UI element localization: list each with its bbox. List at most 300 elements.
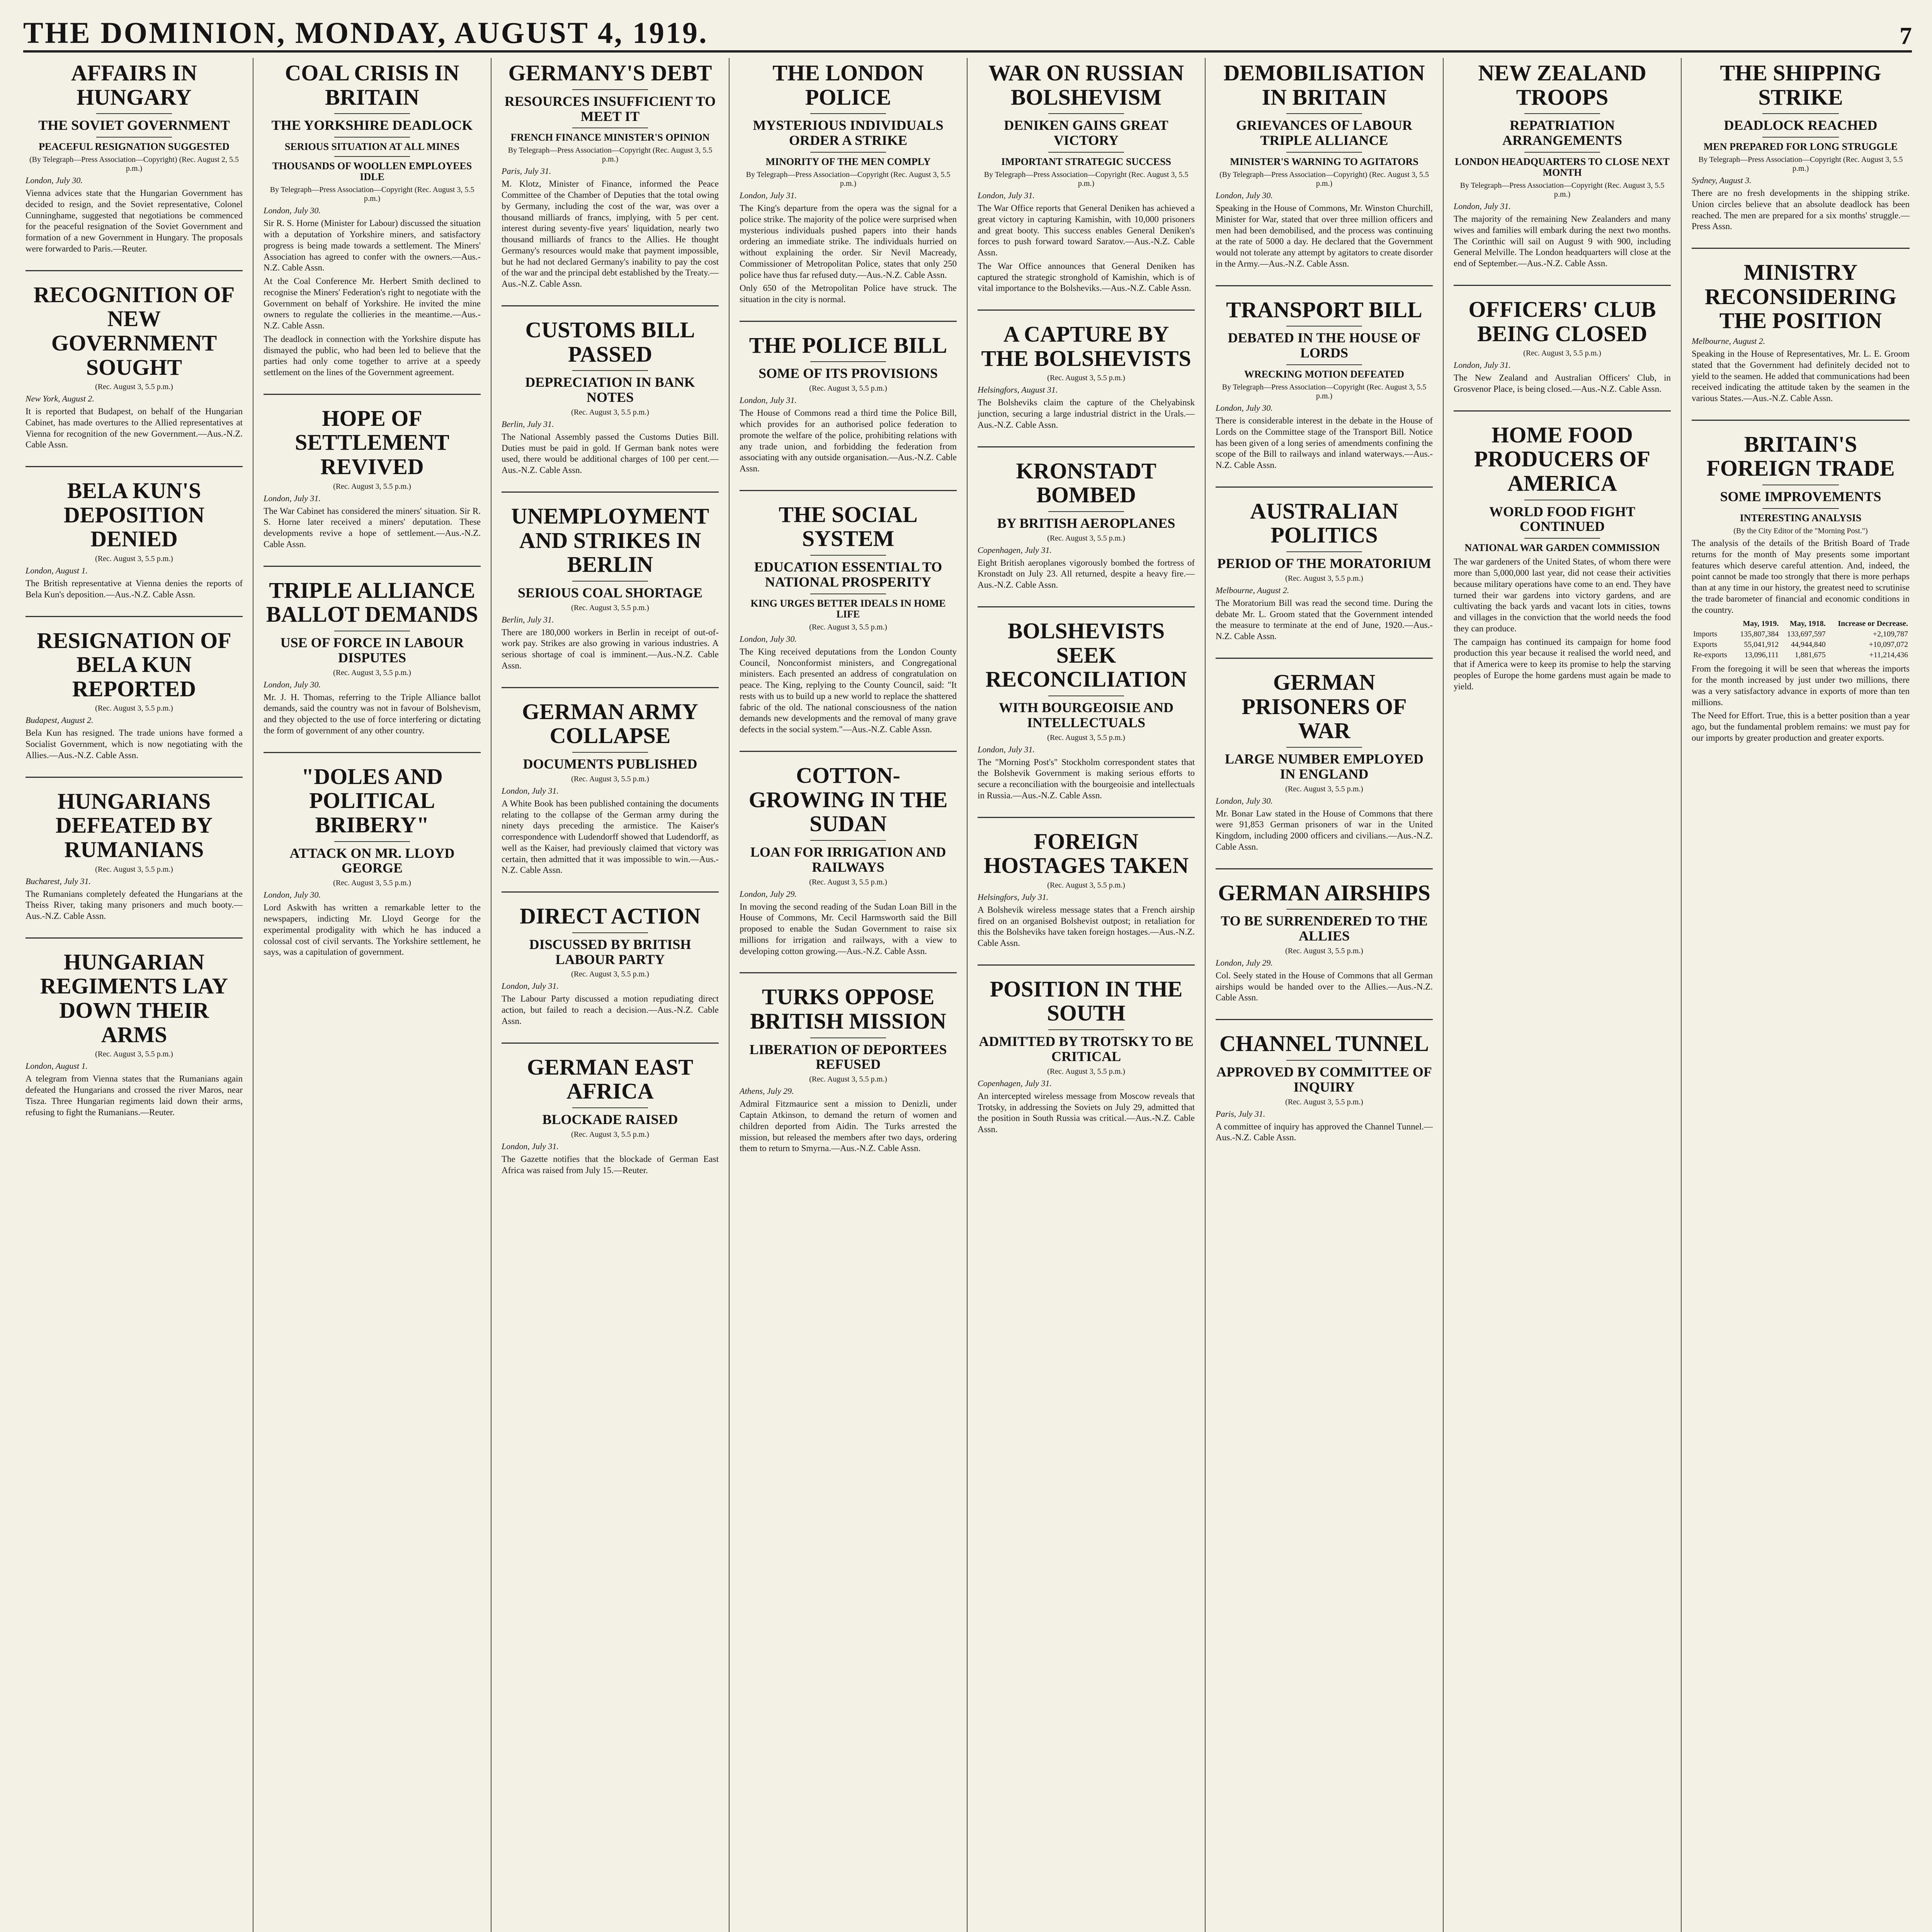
body-paragraph: At the Coal Conference Mr. Herbert Smith declined to recognise the Miners' Federation's right to negotiate with the Government on behalf of Yorkshire. He invited the mine owners to regulate the collieries in the meantime.—Aus.-N.Z. Cable Assn. — [264, 276, 481, 331]
headline: RESIGNATION OF BELA KUN REPORTED — [37, 628, 231, 701]
table-cell: +11,214,436 — [1869, 651, 1908, 660]
article — [1216, 285, 1433, 471]
article — [26, 61, 243, 255]
headline-rule — [1762, 508, 1838, 509]
page-number: 7 — [1900, 22, 1912, 49]
headline: TURKS OPPOSE BRITISH MISSION — [750, 984, 946, 1034]
column-3 — [492, 58, 730, 1932]
article — [1454, 61, 1671, 269]
source-line: (Rec. August 3, 5.5 p.m.) — [333, 879, 411, 888]
article — [264, 61, 481, 378]
dateline: London, July 31. — [502, 981, 559, 991]
headline-rule — [1286, 326, 1362, 327]
article — [26, 777, 243, 922]
article — [26, 466, 243, 600]
dateline: London, July 31. — [502, 1141, 559, 1151]
headline: UNEMPLOYMENT AND STRIKES IN BERLIN — [511, 503, 709, 577]
source-line: (Rec. August 3, 5.5 p.m.) — [571, 970, 649, 979]
table-cell: 135,807,384 — [1740, 630, 1779, 639]
source-line: (Rec. August 3, 5.5 p.m.) — [1047, 1067, 1125, 1076]
subheadline: THOUSANDS OF WOOLLEN EMPLOYEES IDLE — [272, 160, 472, 183]
headline: GERMANY'S DEBT — [508, 60, 712, 85]
source-line: By Telegraph—Press Association—Copyright (Rec. August 3, 5.5 p.m.) — [746, 170, 951, 188]
body-paragraph: Admiral Fitzmaurice sent a mission to Denizli, under Captain Atkinson, to demand the return of women and children deported from Aidin. The Turks arrested the mission, but released the members after two days, ordering them to return to Smyrna.—Aus.-N.Z. Cable Assn. — [740, 1099, 957, 1153]
article — [502, 1043, 719, 1176]
body-paragraph: From the foregoing it will be seen that whereas the imports for the month increased by just under two millions, there was a very satisfactory advance in exports of more than ten millions. — [1692, 664, 1910, 707]
headline-rule — [96, 113, 172, 114]
subheadline: IMPORTANT STRATEGIC SUCCESS — [1001, 156, 1171, 167]
article — [740, 321, 957, 474]
headline: RECOGNITION OF NEW GOVERNMENT SOUGHT — [33, 282, 235, 380]
headline-rule — [1762, 137, 1838, 138]
body-paragraph: It is reported that Budapest, on behalf of the Hungarian Cabinet, has made overtures to the Allied representatives at Vienna for recognition of the new Government.—Aus.-N.Z. Cable Assn. — [26, 406, 243, 450]
headline: THE SHIPPING STRIKE — [1720, 60, 1881, 110]
source-line: (By the City Editor of the "Morning Post.") — [1733, 527, 1868, 536]
source-line: (By Telegraph—Press Association—Copyright) (Rec. August 2, 5.5 p.m.) — [29, 155, 239, 173]
headline-rule — [1762, 113, 1838, 114]
dateline: London, July 30. — [740, 634, 797, 644]
article — [1216, 1019, 1433, 1143]
headline: DEMOBILISATION IN BRITAIN — [1223, 60, 1425, 110]
dateline: Sydney, August 3. — [1692, 175, 1752, 185]
headline-rule — [572, 370, 648, 371]
subheadline: FRENCH FINANCE MINISTER'S OPINION — [510, 132, 710, 143]
source-line: By Telegraph—Press Association—Copyright (Rec. August 3, 5.5 p.m.) — [1460, 181, 1665, 199]
body-paragraph: The King's departure from the opera was the signal for a police strike. The majority of the police were surprised when mysterious individuals pushed papers into their hands ordering an immediate strike. The individuals hurried on without explaining the order. Sir Nevil Macready, Commissioner of Metropolitan Police, states that only 250 police have thus far refused duty.—Aus.-N.Z. Cable Assn. — [740, 203, 957, 280]
body-paragraph: Mr. J. H. Thomas, referring to the Triple Alliance ballot demands, said the country was not in favour of Bolshevism, and they objected to the use of force interfering or dictating the form of government of any other country. — [264, 692, 481, 735]
body-paragraph: Only 650 of the Metropolitan Police have struck. The situation in the city is normal. — [740, 283, 957, 304]
trade-table — [1692, 619, 1910, 660]
subheadline: DISCUSSED BY BRITISH LABOUR PARTY — [529, 936, 691, 967]
subheadline: INTERESTING ANALYSIS — [1740, 512, 1862, 524]
subheadline: WITH BOURGEOISIE AND INTELLECTUALS — [998, 699, 1174, 730]
headline: AFFAIRS IN HUNGARY — [71, 60, 197, 110]
source-line: (Rec. August 3, 5.5 p.m.) — [1047, 374, 1125, 383]
body-paragraph: Speaking in the House of Representatives, Mr. L. E. Groom stated that the Government had definitely decided not to yield to the seamen. He added that communications had been received indicating the attitude taken by the seamen in the various States.—Aus.-N.Z. Cable Assn. — [1692, 349, 1910, 403]
headline: THE SOCIAL SYSTEM — [779, 502, 918, 551]
dateline: London, July 30. — [1216, 796, 1273, 806]
source-line: (Rec. August 3, 5.5 p.m.) — [1285, 946, 1363, 955]
article — [502, 492, 719, 672]
source-line: By Telegraph—Press Association—Copyright (Rec. August 3, 5.5 p.m.) — [1222, 383, 1427, 401]
table-cell: 133,697,597 — [1787, 630, 1826, 639]
dateline: Paris, July 31. — [1216, 1109, 1265, 1119]
headline-rule — [1048, 152, 1124, 153]
source-line: (Rec. August 3, 5.5 p.m.) — [1047, 733, 1125, 742]
table-row — [1692, 639, 1910, 650]
source-line: (Rec. August 3, 5.5 p.m.) — [571, 408, 649, 417]
dateline: London, July 31. — [740, 190, 797, 201]
dateline: London, July 31. — [264, 493, 321, 503]
body-paragraph: The "Morning Post's" Stockholm correspondent states that the Bolshevik Government is making serious efforts to secure a reconciliation with the bourgeoisie and intellectuals in Russia.—Aus.-N.Z. Cable Assn. — [978, 757, 1195, 800]
dateline: New York, August 2. — [26, 394, 94, 404]
dateline: London, August 1. — [26, 566, 88, 576]
column-8 — [1682, 58, 1920, 1932]
dateline: London, July 31. — [1454, 201, 1511, 211]
body-paragraph: The majority of the remaining New Zealanders and many wives and families will embark during the next two months. The Corinthic will sail on August 9 with 900, including General Melville. The London headquarters will close at the end of September.—Aus.-N.Z. Cable Assn. — [1454, 214, 1671, 269]
body-paragraph: Speaking in the House of Commons, Mr. Winston Churchill, Minister for War, stated that over three million officers and men had been demobilised, and the process was continuing at the rate of 5000 a day. He declared that the Government would not tolerate any attempt by agitators to create disorder in the Army.—Aus.-N.Z. Cable Assn. — [1216, 203, 1433, 269]
article — [978, 310, 1195, 431]
headline-rule — [572, 1107, 648, 1108]
headline-rule — [1524, 152, 1600, 153]
column-2 — [253, 58, 492, 1932]
table-cell: 13,096,111 — [1744, 651, 1779, 660]
dateline: Helsingfors, August 31. — [978, 385, 1058, 395]
dateline: Budapest, August 2. — [26, 715, 94, 725]
table-row — [1692, 650, 1910, 660]
subheadline: DENIKEN GAINS GREAT VICTORY — [1004, 117, 1168, 148]
article — [502, 687, 719, 876]
source-line: (Rec. August 3, 5.5 p.m.) — [1285, 574, 1363, 583]
headline-rule — [96, 137, 172, 138]
subheadline: BLOCKADE RAISED — [542, 1111, 678, 1127]
headline-rule — [810, 555, 886, 556]
article — [978, 964, 1195, 1135]
article — [978, 606, 1195, 801]
article — [502, 305, 719, 476]
dateline: Copenhagen, July 31. — [978, 1078, 1052, 1088]
headline-rule — [572, 581, 648, 582]
body-paragraph: Col. Seely stated in the House of Commons that all German airships would be handed over to the Allies.—Aus.-N.Z. Cable Assn. — [1216, 970, 1433, 1003]
article — [1692, 248, 1910, 404]
source-line: By Telegraph—Press Association—Copyright (Rec. August 3, 5.5 p.m.) — [1698, 155, 1903, 173]
headline: TRANSPORT BILL — [1226, 297, 1422, 322]
headline-rule — [1286, 113, 1362, 114]
headline: WAR ON RUSSIAN BOLSHEVISM — [988, 60, 1184, 110]
dateline: London, August 1. — [26, 1061, 88, 1071]
body-paragraph: The House of Commons read a third time the Police Bill, which provides for an authorised police federation to promote the welfare of the police, prohibiting relations with any trade union, and forbidding the federation from associating with any outside organisation.—Aus.-N.Z. Cable Assn. — [740, 408, 957, 474]
body-paragraph: Bela Kun has resigned. The trade unions have formed a Socialist Government, which is now negotiating with the Allies.—Aus.-N.Z. Cable Assn. — [26, 728, 243, 760]
dateline: London, July 31. — [740, 395, 797, 405]
article — [1216, 658, 1433, 853]
subheadline: APPROVED BY COMMITTEE OF INQUIRY — [1216, 1064, 1432, 1095]
subheadline: ATTACK ON MR. LLOYD GEORGE — [289, 845, 455, 876]
subheadline: GRIEVANCES OF LABOUR TRIPLE ALLIANCE — [1236, 117, 1413, 148]
headline-rule — [334, 841, 410, 842]
subheadline: DEADLOCK REACHED — [1724, 117, 1878, 133]
body-paragraph: There are no fresh developments in the shipping strike. Union circles believe that an absolute deadlock has been reached. The men are prepared for a six months' struggle.—Press Assn. — [1692, 188, 1910, 231]
dateline: Paris, July 31. — [502, 166, 551, 176]
article — [978, 446, 1195, 591]
headline-rule — [810, 113, 886, 114]
column-7 — [1444, 58, 1682, 1932]
subheadline: PEACEFUL RESIGNATION SUGGESTED — [39, 141, 230, 153]
body-paragraph: A Bolshevik wireless message states that a French airship fired on an organised Bolshevist outpost; in retaliation for this the Bolsheviks have taken foreign hostages.—Aus.-N.Z. Cable Assn. — [978, 905, 1195, 948]
subheadline: MINISTER'S WARNING TO AGITATORS — [1230, 156, 1418, 167]
subheadline: EDUCATION ESSENTIAL TO NATIONAL PROSPERITY — [754, 559, 942, 590]
headline: AUSTRALIAN POLITICS — [1250, 498, 1398, 548]
subheadline: WRECKING MOTION DEFEATED — [1244, 368, 1405, 380]
headline: GERMAN PRISONERS OF WAR — [1242, 669, 1407, 743]
dateline: London, July 30. — [264, 679, 321, 689]
headline-rule — [1286, 1060, 1362, 1061]
dateline: London, July 31. — [1454, 360, 1511, 370]
body-paragraph: Mr. Bonar Law stated in the House of Commons that there were 91,853 German prisoners of war in the United Kingdom, including 2000 officers and civilians.—Aus.-N.Z. Cable Assn. — [1216, 808, 1433, 852]
headline: A CAPTURE BY THE BOLSHEVISTS — [981, 321, 1191, 371]
source-line: (Rec. August 3, 5.5 p.m.) — [1047, 534, 1125, 543]
headline-rule — [572, 89, 648, 90]
headline: COTTON-GROWING IN THE SUDAN — [748, 762, 948, 837]
headline-rule — [334, 156, 410, 157]
article — [264, 752, 481, 958]
table-cell: 1,881,675 — [1794, 651, 1826, 660]
body-paragraph: Lord Askwith has written a remarkable letter to the newspapers, indicting Mr. Lloyd George for the experimental prodigality with which he has induced a colossal cost of civil servants. The Yorkshire settlement, he says, was a capitulation of government. — [264, 903, 481, 957]
body-paragraph: The War Office announces that General Deniken has captured the strategic stronghold of Kamishin, which is of vital importance to the Bolsheviks.—Aus.-N.Z. Cable Assn. — [978, 261, 1195, 293]
body-paragraph: The War Office reports that General Deniken has achieved a great victory in capturing Kamishin, with 10,000 prisoners and great booty. This success enables General Deniken's forces to push forward toward Saratov.—Aus.-N.Z. Cable Assn. — [978, 203, 1195, 258]
article — [740, 972, 957, 1154]
body-paragraph: A committee of inquiry has approved the Channel Tunnel.—Aus.-N.Z. Cable Assn. — [1216, 1121, 1433, 1143]
dateline: Melbourne, August 2. — [1692, 336, 1765, 346]
subheadline: SERIOUS COAL SHORTAGE — [517, 585, 703, 600]
headline: OFFICERS' CLUB BEING CLOSED — [1468, 296, 1656, 346]
column-1 — [15, 58, 253, 1932]
article — [1216, 486, 1433, 642]
table-cell: 55,041,912 — [1744, 640, 1779, 649]
source-line: (Rec. August 3, 5.5 p.m.) — [1285, 1097, 1363, 1106]
subheadline: DEBATED IN THE HOUSE OF LORDS — [1228, 330, 1421, 361]
subheadline: KING URGES BETTER IDEALS IN HOME LIFE — [750, 597, 946, 620]
dateline: Bucharest, July 31. — [26, 876, 91, 886]
article — [1216, 61, 1433, 270]
headline: CHANNEL TUNNEL — [1219, 1031, 1429, 1056]
headline-rule — [572, 932, 648, 933]
body-paragraph: The War Cabinet has considered the miners' situation. Sir R. S. Horne later received a miners' deputation. These developments revive a hope of settlement.—Aus.-N.Z. Cable Assn. — [264, 506, 481, 549]
source-line: (Rec. August 3, 5.5 p.m.) — [571, 603, 649, 612]
dateline: London, July 29. — [740, 889, 797, 899]
headline: "DOLES AND POLITICAL BRIBERY" — [301, 764, 443, 837]
body-paragraph: The Bolsheviks claim the capture of the Chelyabinsk junction, securing a large industrial district in the Urals.—Aus.-N.Z. Cable Assn. — [978, 398, 1195, 430]
article — [26, 616, 243, 761]
subheadline: TO BE SURRENDERED TO THE ALLIES — [1221, 913, 1428, 944]
article — [1216, 868, 1433, 1004]
headline: THE POLICE BILL — [749, 332, 947, 358]
headline: HUNGARIAN REGIMENTS LAY DOWN THEIR ARMS — [40, 949, 228, 1047]
body-paragraph: Eight British aeroplanes vigorously bombed the fortress of Kronstadt on July 23. All returned, despite a heavy fire.—Aus.-N.Z. Cable Assn. — [978, 558, 1195, 590]
dateline: Athens, July 29. — [740, 1086, 794, 1096]
subheadline: SOME OF ITS PROVISIONS — [759, 366, 938, 381]
headline-rule — [1524, 538, 1600, 539]
source-line: (Rec. August 3, 5.5 p.m.) — [571, 1130, 649, 1139]
headline: DIRECT ACTION — [520, 903, 701, 929]
column-6 — [1206, 58, 1444, 1932]
article — [978, 817, 1195, 949]
headline: KRONSTADT BOMBED — [1016, 458, 1156, 508]
headline: GERMAN AIRSHIPS — [1218, 880, 1430, 905]
subheadline: DOCUMENTS PUBLISHED — [523, 756, 697, 772]
dateline: London, July 30. — [26, 175, 83, 185]
table-cell: Re-exports — [1693, 651, 1727, 660]
body-paragraph: The King received deputations from the London County Council, Nonconformist ministers, and Congregational ministers. Each presented an address of congratulation on peace. The King, replying to the County Council, said: "It rests with us to build up a new world to replace the shattered fabric of the old. The national consciousness of the nation demands new developments and the removal of many grave defects in the social system."—Aus.-N.Z. Cable Assn. — [740, 646, 957, 735]
source-line: (Rec. August 3, 5.5 p.m.) — [95, 704, 173, 713]
headline: HOPE OF SETTLEMENT REVIVED — [295, 405, 449, 480]
body-paragraph: The war gardeners of the United States, of whom there were more than 5,000,000 last year, did not cease their activities because military operations have come to an end. They have turned their war gardens into victory gardens, and are cultivating the back yards and vacant lots in cities, towns and villages in the conviction that the world needs the food they can produce. — [1454, 557, 1671, 633]
source-line: (Rec. August 3, 5.5 p.m.) — [95, 1050, 173, 1059]
source-line: (By Telegraph—Press Association—Copyright) (Rec. August 3, 5.5 p.m.) — [1219, 170, 1429, 188]
subheadline: BY BRITISH AEROPLANES — [997, 515, 1175, 531]
table-header — [1692, 619, 1733, 629]
body-paragraph: M. Klotz, Minister of Finance, informed the Peace Committee of the Chamber of Deputies that the total owing by Germany, including the cost of the war, was over a thousand milliards of francs, implying, with 5 per cent. interest during seventy-five years' liquidation, nearly two thousand milliards of francs to the Allies. He thought Germany's resources would make that payment impossible, but he had not declared Germany's inability to pay the cost of the war and the principal debt established by the Treaty.—Aus.-N.Z. Cable Assn. — [502, 179, 719, 289]
headline: CUSTOMS BILL PASSED — [525, 317, 695, 367]
subheadline: DEPRECIATION IN BANK NOTES — [525, 374, 695, 405]
dateline: London, July 30. — [1216, 403, 1273, 413]
subheadline: MEN PREPARED FOR LONG STRUGGLE — [1703, 141, 1898, 153]
headline: TRIPLE ALLIANCE BALLOT DEMANDS — [266, 577, 478, 627]
source-line: (Rec. August 3, 5.5 p.m.) — [809, 622, 887, 631]
subheadline: LOAN FOR IRRIGATION AND RAILWAYS — [750, 844, 946, 875]
article — [740, 751, 957, 957]
article — [740, 61, 957, 305]
headline-rule — [810, 361, 886, 362]
source-line: (Rec. August 3, 5.5 p.m.) — [333, 482, 411, 491]
subheadline: LIBERATION OF DEPORTEES REFUSED — [749, 1041, 947, 1072]
headline-rule — [1286, 152, 1362, 153]
source-line: (Rec. August 3, 5.5 p.m.) — [333, 668, 411, 677]
dateline: London, July 31. — [978, 190, 1035, 201]
source-line: (Rec. August 3, 5.5 p.m.) — [1523, 349, 1601, 358]
body-paragraph: The Moratorium Bill was read the second time. During the debate Mr. L. Groom stated that the Government intended the measure to terminate at the end of June, 1920.—Aus.-N.Z. Cable Assn. — [1216, 598, 1433, 641]
table-header: May, 1919. — [1743, 619, 1779, 628]
dateline: London, July 30. — [264, 206, 321, 216]
source-line: By Telegraph—Press Association—Copyright (Rec. August 3, 5.5 p.m.) — [270, 185, 474, 203]
headline-rule — [1286, 909, 1362, 910]
article — [264, 566, 481, 736]
source-line: (Rec. August 3, 5.5 p.m.) — [809, 384, 887, 393]
source-line: (Rec. August 3, 5.5 p.m.) — [95, 554, 173, 563]
subheadline: ADMITTED BY TROTSKY TO BE CRITICAL — [979, 1034, 1194, 1064]
headline: GERMAN EAST AFRICA — [527, 1054, 694, 1104]
body-paragraph: A White Book has been published containing the documents relating to the collapse of the German army during the ninety days preceding the armistice. The Kaiser's correspondence with Ludendorff showed that Ludendorff, as well as the Kaiser, had previously claimed that victory was certain, then admitted that it was impossible to win.—Aus.-N.Z. Cable Assn. — [502, 798, 719, 875]
headline-rule — [810, 1037, 886, 1038]
headline-rule — [810, 152, 886, 153]
headline-rule — [1048, 511, 1124, 512]
table-cell: +2,109,787 — [1872, 630, 1908, 639]
headline: POSITION IN THE SOUTH — [990, 976, 1183, 1026]
headline: GERMAN ARMY COLLAPSE — [522, 699, 698, 748]
column-5 — [968, 58, 1206, 1932]
body-paragraph: There are 180,000 workers in Berlin in receipt of out-of-work pay. Strikes are also growing in various industries. A serious shortage of coal is imminent.—Aus.-N.Z. Cable Assn. — [502, 627, 719, 670]
source-line: (Rec. August 3, 5.5 p.m.) — [1047, 881, 1125, 889]
headline-rule — [1048, 1029, 1124, 1030]
article — [26, 270, 243, 451]
masthead — [23, 8, 1912, 53]
source-line: By Telegraph—Press Association—Copyright (Rec. August 3, 5.5 p.m.) — [984, 170, 1189, 188]
source-line: (Rec. August 3, 5.5 p.m.) — [571, 774, 649, 783]
body-paragraph: An intercepted wireless message from Moscow reveals that Trotsky, in addressing the Soviets on July 29, admitted that the position in South Russia was critical.—Aus.-N.Z. Cable Assn. — [978, 1091, 1195, 1134]
headline: COAL CRISIS IN BRITAIN — [285, 60, 459, 110]
headline: THE LONDON POLICE — [772, 60, 924, 110]
dateline: London, July 31. — [978, 744, 1035, 754]
headline-rule — [1524, 113, 1600, 114]
headline: HOME FOOD PRODUCERS OF AMERICA — [1474, 422, 1650, 496]
article — [740, 490, 957, 735]
headline-rule — [1286, 551, 1362, 552]
subheadline: LONDON HEADQUARTERS TO CLOSE NEXT MONTH — [1455, 156, 1670, 179]
article — [1692, 61, 1910, 232]
subheadline: MYSTERIOUS INDIVIDUALS ORDER A STRIKE — [753, 117, 944, 148]
source-line: (Rec. August 3, 5.5 p.m.) — [95, 865, 173, 874]
headline: MINISTRY RECONSIDERING THE POSITION — [1704, 260, 1897, 333]
source-line: By Telegraph—Press Association—Copyright (Rec. August 3, 5.5 p.m.) — [508, 146, 713, 164]
article — [978, 61, 1195, 294]
body-paragraph: The Rumanians completely defeated the Hungarians at the Theiss River, taking many prisoners and much booty.—Aus.-N.Z. Cable Assn. — [26, 889, 243, 921]
article — [1454, 410, 1671, 692]
source-line: (Rec. August 3, 5.5 p.m.) — [95, 383, 173, 391]
headline: BELA KUN'S DEPOSITION DENIED — [63, 478, 205, 552]
body-paragraph: The British representative at Vienna denies the reports of Bela Kun's deposition.—Aus.-N.Z. Cable Assn. — [26, 578, 243, 599]
article — [502, 61, 719, 290]
subheadline: SOME IMPROVEMENTS — [1720, 489, 1881, 505]
article — [264, 394, 481, 550]
headline: NEW ZEALAND TROOPS — [1478, 60, 1646, 110]
columns — [15, 58, 1920, 1932]
body-paragraph: The campaign has continued its campaign for home food production this year because it realised the world need, and that if America were to keep its promise to help the starving peoples of Europe the home gardens must again be made to yield. — [1454, 637, 1671, 691]
subheadline: THE SOVIET GOVERNMENT — [38, 117, 230, 133]
body-paragraph: The National Assembly passed the Customs Duties Bill. Duties must be paid in gold. If German bank notes were used, there would be additional charges of 100 per cent.—Aus.-N.Z. Cable Assn. — [502, 432, 719, 475]
headline-rule — [334, 113, 410, 114]
subheadline: THE YORKSHIRE DEADLOCK — [271, 117, 473, 133]
body-paragraph: The Need for Effort. True, this is a better position than a year ago, but the fundamental problem remains: we must pay for our imports by greater production and greater exports. — [1692, 711, 1910, 743]
dateline: Copenhagen, July 31. — [978, 545, 1052, 555]
table-cell: 44,944,840 — [1791, 640, 1826, 649]
table-row — [1692, 629, 1910, 639]
dateline: Berlin, July 31. — [502, 419, 554, 429]
masthead-title: THE DOMINION, MONDAY, AUGUST 4, 1919. — [23, 16, 708, 49]
subheadline: RESOURCES INSUFFICIENT TO MEET IT — [504, 93, 716, 124]
dateline: London, July 30. — [264, 890, 321, 900]
dateline: Melbourne, August 2. — [1216, 585, 1289, 595]
table-cell: +10,097,072 — [1869, 640, 1908, 649]
headline-rule — [1286, 747, 1362, 748]
dateline: Helsingfors, July 31. — [978, 892, 1049, 902]
source-line: (Rec. August 3, 5.5 p.m.) — [1285, 784, 1363, 793]
body-paragraph: The Labour Party discussed a motion repudiating direct action, but failed to reach a decision.—Aus.-N.Z. Cable Assn. — [502, 994, 719, 1026]
headline-rule — [1048, 113, 1124, 114]
dateline: London, July 30. — [1216, 190, 1273, 201]
headline: HUNGARIANS DEFEATED BY RUMANIANS — [55, 788, 213, 862]
headline: BRITAIN'S FOREIGN TRADE — [1706, 431, 1895, 481]
subheadline: USE OF FORCE IN LABOUR DISPUTES — [280, 634, 464, 665]
table-cell: Exports — [1693, 640, 1718, 649]
body-paragraph: The Gazette notifies that the blockade of German East Africa was raised from July 15.—Reuter. — [502, 1154, 719, 1175]
body-paragraph: The analysis of the details of the British Board of Trade returns for the month of May presents some important features which deserve careful attention. And, indeed, the point cannot be made too strongly that there is more perhaps than at any time in our history, the greatest need to scrutinise the trade barometer of financial and economic conditions in the country. — [1692, 538, 1910, 615]
headline-rule — [1286, 364, 1362, 365]
subheadline: NATIONAL WAR GARDEN COMMISSION — [1464, 542, 1660, 554]
subheadline: WORLD FOOD FIGHT CONTINUED — [1489, 503, 1636, 534]
article — [1692, 420, 1910, 744]
article — [502, 891, 719, 1027]
article — [26, 937, 243, 1118]
headline-rule — [810, 840, 886, 841]
headline: FOREIGN HOSTAGES TAKEN — [983, 828, 1189, 878]
dateline: Berlin, July 31. — [502, 614, 554, 624]
headline: BOLSHEVISTS SEEK RECONCILIATION — [985, 618, 1187, 692]
body-paragraph: In moving the second reading of the Sudan Loan Bill in the House of Commons, Mr. Cecil Harmsworth said the Bill proposed to enable the Sudan Government to raise six millions for irrigation and railways, with a view to developing cotton growing.—Aus.-N.Z. Cable Assn. — [740, 901, 957, 956]
dateline: London, July 31. — [502, 786, 559, 796]
source-line: (Rec. August 3, 5.5 p.m.) — [809, 1075, 887, 1084]
subheadline: LARGE NUMBER EMPLOYED IN ENGLAND — [1225, 751, 1424, 782]
headline-rule — [334, 137, 410, 138]
article — [1454, 285, 1671, 395]
body-paragraph: Sir R. S. Horne (Minister for Labour) discussed the situation with a deputation of Yorkshire miners, and satisfactory progress is being made towards a settlement. The Miners' Association has agreed to confer with the owners.—Aus.-N.Z. Cable Assn. — [264, 218, 481, 273]
body-paragraph: A telegram from Vienna states that the Rumanians again defeated the Hungarians and crossed the river Maros, near Tisza. Three Hungarian regiments laid down their arms, refusing to fight the Rumanians.—Reuter. — [26, 1074, 243, 1117]
subheadline: SERIOUS SITUATION AT ALL MINES — [284, 141, 460, 153]
subheadline: REPATRIATION ARRANGEMENTS — [1502, 117, 1622, 148]
subheadline: MINORITY OF THE MEN COMPLY — [765, 156, 931, 167]
body-paragraph: There is considerable interest in the debate in the House of Lords on the Committee stage of the Transport Bill. Notice has been given of a long series of amendments confining the scope of the Bill to railways and inland waterways.—Aus.-N.Z. Cable Assn. — [1216, 416, 1433, 470]
table-header: May, 1918. — [1789, 619, 1826, 628]
dateline: London, July 29. — [1216, 957, 1273, 968]
column-4 — [730, 58, 968, 1932]
